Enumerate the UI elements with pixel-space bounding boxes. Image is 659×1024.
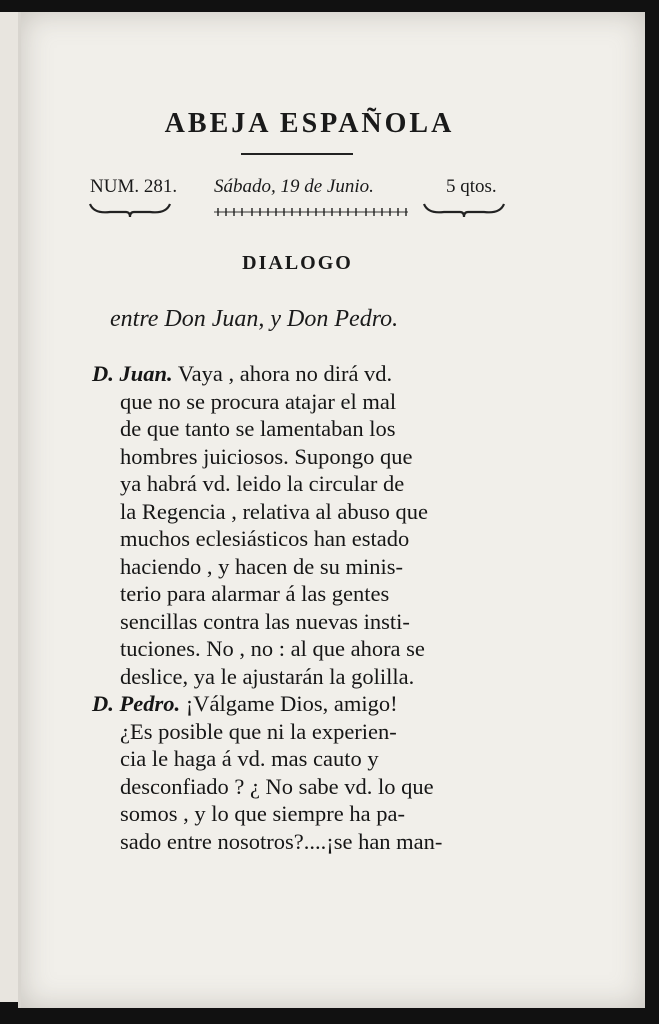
text-line: la Regencia , relativa al abuso que xyxy=(120,498,428,524)
speaker-label: D. Juan. xyxy=(92,361,173,386)
speaker-label: D. Pedro. xyxy=(92,691,181,716)
left-brace-ornament xyxy=(88,200,172,218)
text-line: muchos eclesiásticos han estado xyxy=(120,526,410,551)
article-heading: DIALOGO xyxy=(242,252,353,274)
text-line: que no se procura atajar el mal xyxy=(120,388,397,414)
text-line: deslice, ya le ajustarán la golilla. xyxy=(120,663,415,689)
issue-price: 5 qtos. xyxy=(446,176,497,197)
text-line: sado entre nosotros?....¡se han man- xyxy=(120,828,443,854)
text-line: haciendo , y hacen de su minis- xyxy=(120,553,404,579)
text-line: ¿Es posible que ni la experien- xyxy=(120,718,397,744)
article-subheading: entre Don Juan, y Don Pedro. xyxy=(110,306,399,332)
text-line: somos , y lo que siempre ha pa- xyxy=(120,801,405,826)
text-line: tuciones. No , no : al que ahora se xyxy=(120,636,425,661)
text-line: terio para alarmar á las gentes xyxy=(120,581,390,606)
text-line: desconfiado ? ¿ No sabe vd. lo que xyxy=(120,773,434,799)
decorative-rule xyxy=(212,206,412,218)
left-page-edge xyxy=(0,12,18,1002)
text-line: hombres juiciosos. Supongo que xyxy=(120,443,413,469)
dialogue-body xyxy=(92,360,512,855)
text-line: cia le haga á vd. mas cauto y xyxy=(120,746,379,771)
right-brace-ornament xyxy=(422,200,506,218)
newspaper-title: ABEJA ESPAÑOLA xyxy=(164,108,455,139)
text-line: ya habrá vd. leido la circular de xyxy=(120,471,405,496)
text-line: D. Pedro. ¡Válgame Dios, amigo! xyxy=(92,691,398,716)
text-line: de que tanto se lamentaban los xyxy=(120,416,396,441)
title-underline xyxy=(241,153,353,155)
text-line: sencillas contra las nuevas insti- xyxy=(120,608,410,634)
issue-number: NUM. 281. xyxy=(90,176,178,197)
issue-date: Sábado, 19 de Junio. xyxy=(214,176,374,197)
text-line: D. Juan. Vaya , ahora no dirá vd. xyxy=(92,361,393,386)
